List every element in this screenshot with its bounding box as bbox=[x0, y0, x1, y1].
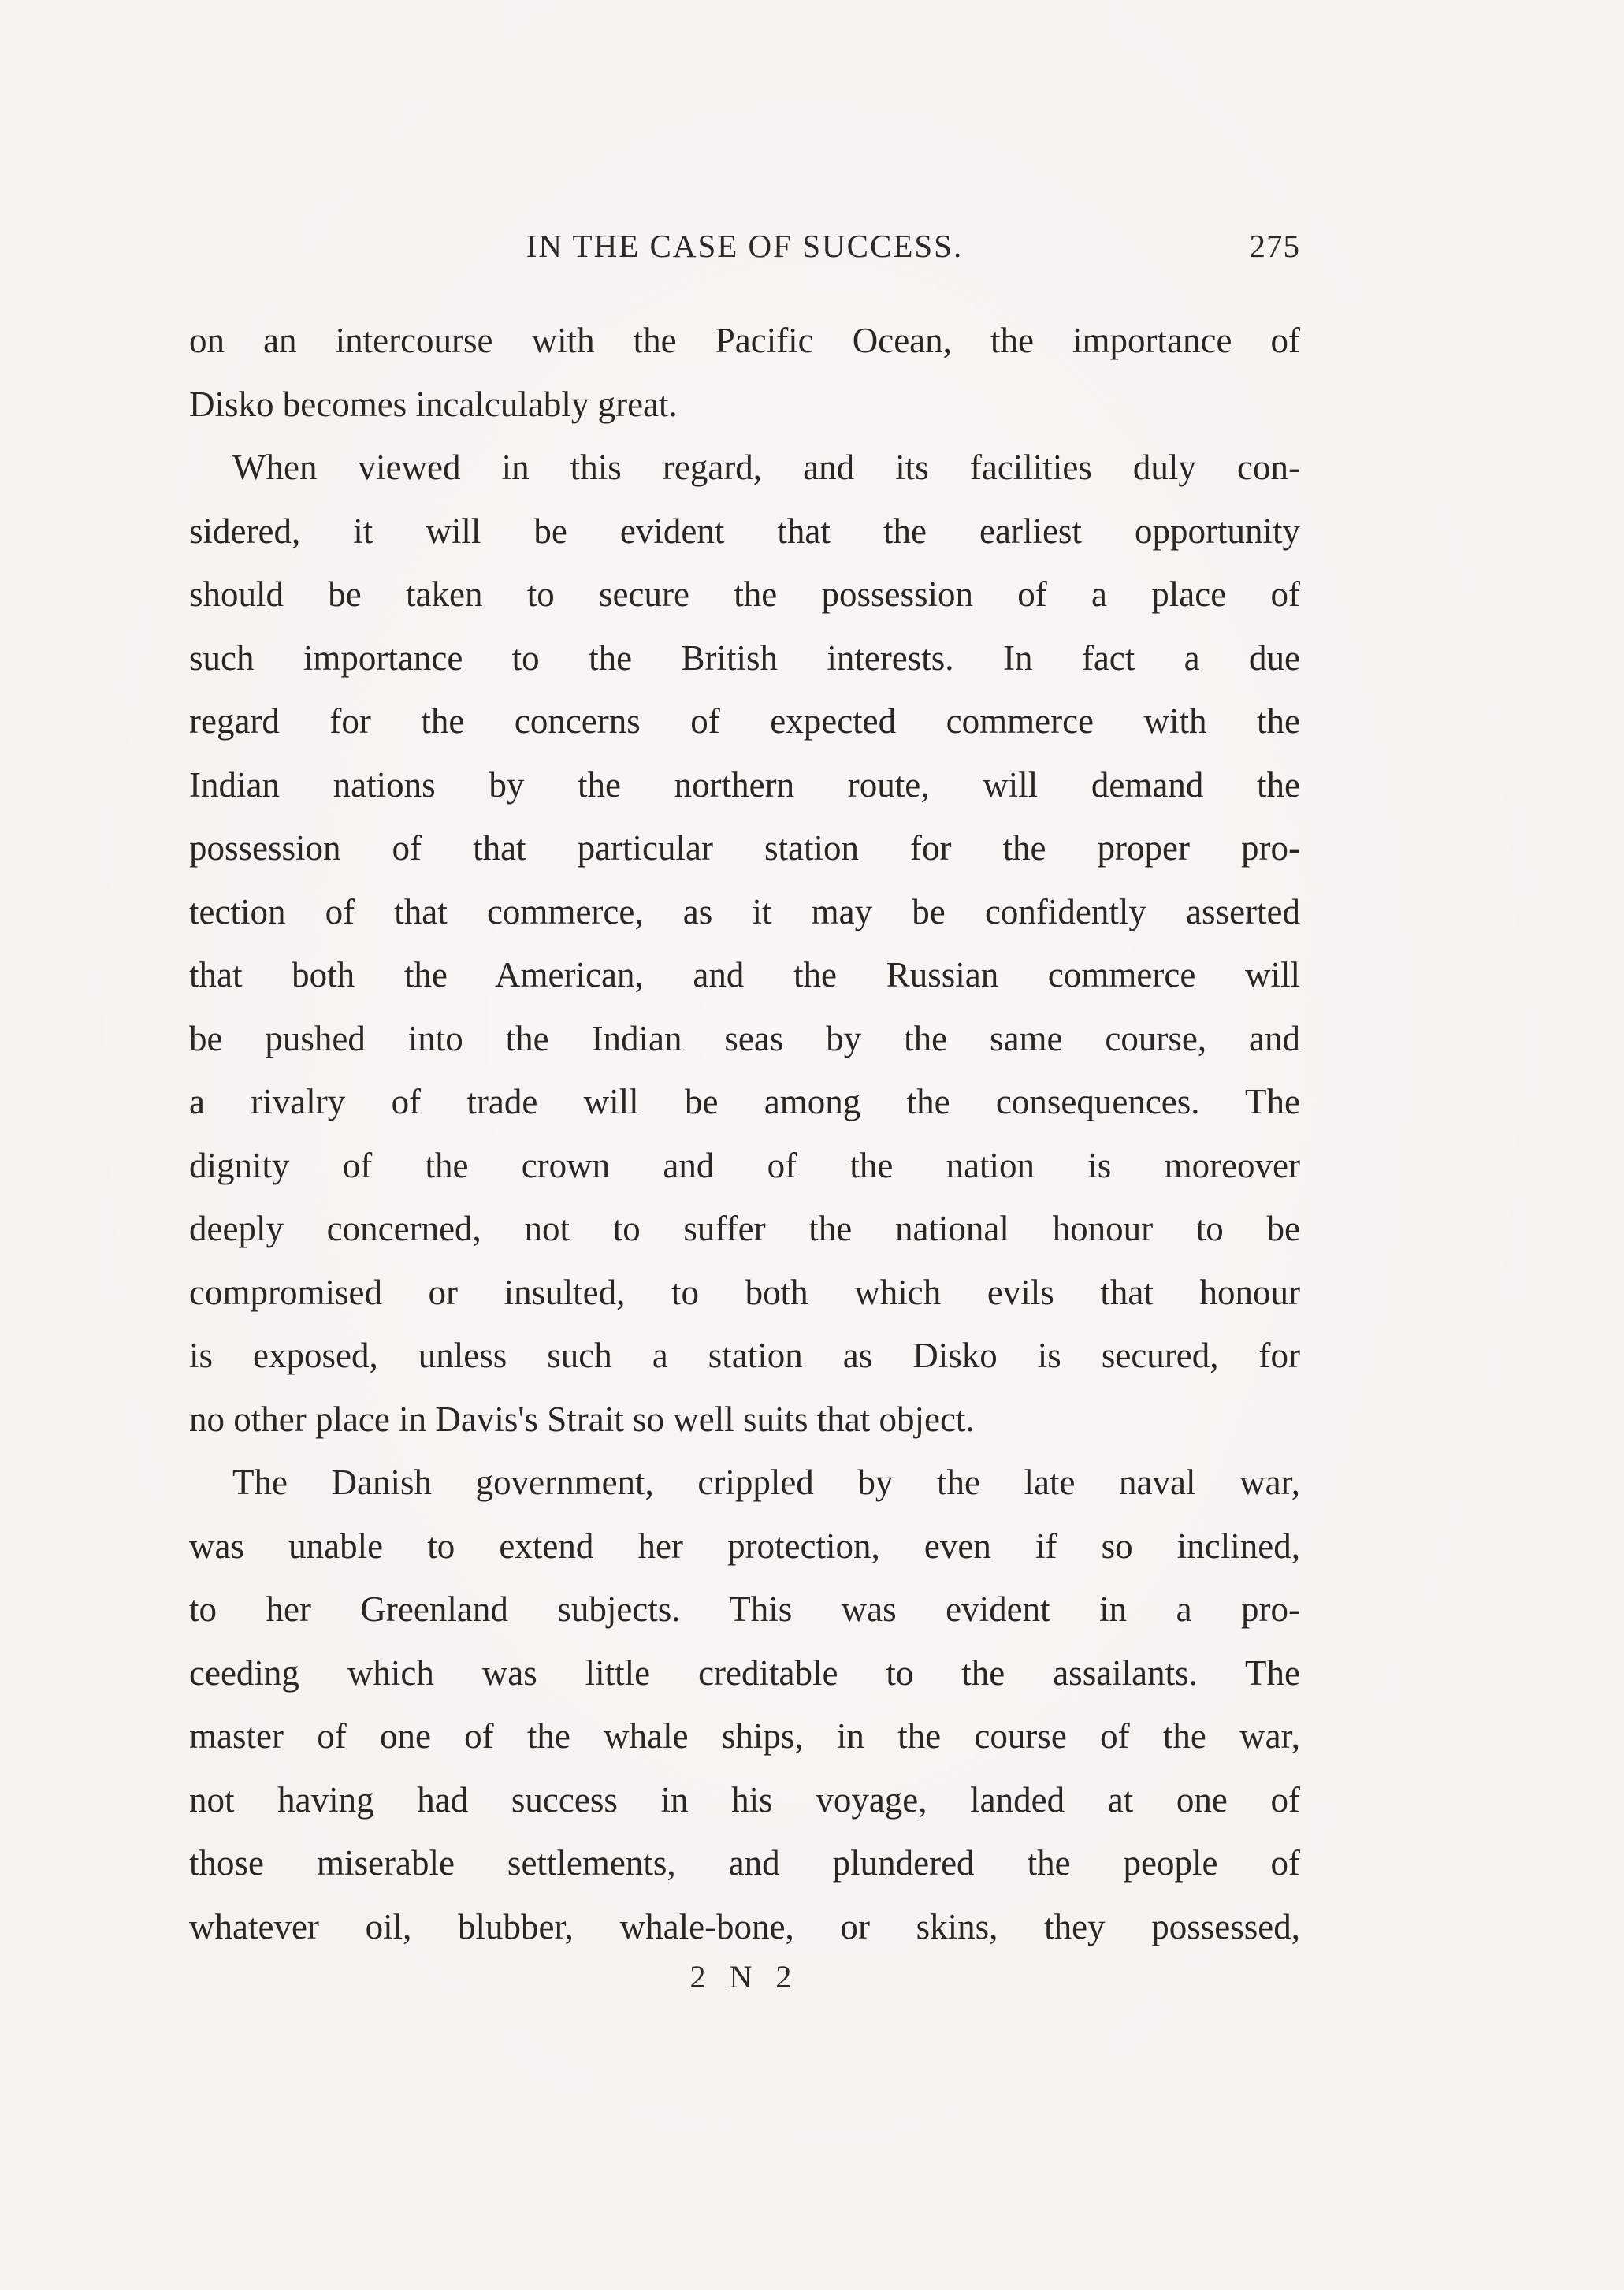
text-line: possession of that particular station for the proper pro- bbox=[189, 828, 1300, 868]
page-number: 275 bbox=[1249, 228, 1300, 264]
signature-mark: 2 N 2 bbox=[689, 1959, 800, 1994]
text-line: ceeding which was little creditable to the assailants. The bbox=[189, 1652, 1300, 1693]
text-line: whatever oil, blubber, whale-bone, or skins, they possessed, bbox=[189, 1906, 1300, 1946]
text-line: is exposed, unless such a station as Disko is secured, for bbox=[189, 1336, 1300, 1375]
text-line: should be taken to secure the possession of a place of bbox=[189, 574, 1300, 614]
body-text bbox=[189, 309, 1300, 1958]
text-line: Disko becomes incalculably great. bbox=[189, 384, 678, 424]
text-line: dignity of the crown and of the nation is moreover bbox=[189, 1145, 1300, 1185]
text-line: master of one of the whale ships, in the course of the war, bbox=[189, 1716, 1300, 1756]
text-line: to her Greenland subjects. This was evident in a pro- bbox=[189, 1589, 1300, 1629]
running-head: IN THE CASE OF SUCCESS. bbox=[526, 228, 964, 264]
text-line: no other place in Davis's Strait so well suits that object. bbox=[189, 1399, 975, 1439]
text-line: not having had success in his voyage, landed at one of bbox=[189, 1779, 1300, 1820]
text-line: sidered, it will be evident that the earliest opportunity bbox=[189, 511, 1300, 551]
text-line: regard for the concerns of expected commerce with the bbox=[189, 701, 1300, 741]
text-line: such importance to the British interests. In fact a due bbox=[189, 638, 1300, 678]
text-line: those miserable settlements, and plundered the people of bbox=[189, 1843, 1300, 1883]
page-header bbox=[189, 227, 1300, 274]
text-line: a rivalry of trade will be among the consequences. The bbox=[189, 1082, 1300, 1121]
text-line: The Danish government, crippled by the late naval war, bbox=[232, 1463, 1300, 1502]
text-line: tection of that commerce, as it may be confidently asserted bbox=[189, 891, 1300, 931]
text-line: that both the American, and the Russian commerce will bbox=[189, 955, 1300, 994]
text-line: be pushed into the Indian seas by the same course, and bbox=[189, 1018, 1300, 1058]
text-line: deeply concerned, not to suffer the national honour to be bbox=[189, 1209, 1300, 1248]
text-line: When viewed in this regard, and its facilities duly con- bbox=[232, 448, 1300, 487]
text-line: on an intercourse with the Pacific Ocean, the importance of bbox=[189, 321, 1300, 360]
text-line: compromised or insulted, to both which evils that honour bbox=[189, 1272, 1300, 1312]
text-line: was unable to extend her protection, even if so inclined, bbox=[189, 1526, 1300, 1566]
text-line: Indian nations by the northern route, will demand the bbox=[189, 764, 1300, 805]
